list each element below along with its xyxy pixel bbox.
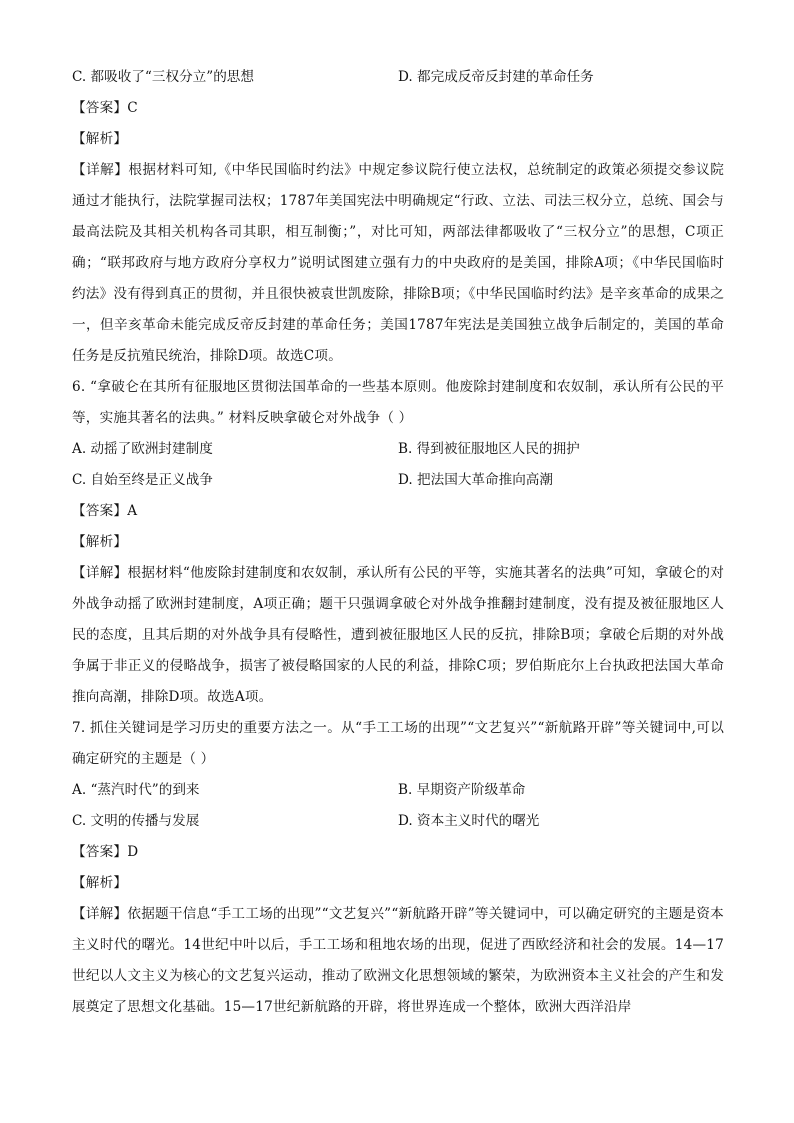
q6-option-c: C. 自始至终是正义战争	[72, 472, 213, 488]
q7-options-row-2	[72, 806, 724, 837]
q7-stem: 7. 抓住关键词是学习历史的重要方法之一。从“手工工场的出现”“文艺复兴”“新航路开辟”等关键词中,可以确定研究的主题是（ ）	[72, 720, 724, 767]
q6-options-row-2	[72, 465, 724, 496]
q7-detail-text: 依据题干信息“手工工场的出现”“文艺复兴”“新航路开辟”等关键词中，可以确定研究的主题是资本主义时代的曙光。14世纪中叶以后，手工工场和租地农场的出现，促进了西欧经济和社会的发展。14—17世纪以人文主义为核心的文艺复兴运动，推动了欧洲文化思想领域的繁荣，为欧洲资本主义社会的产生和发展奠定了思想文化基础。15—17世纪新航路的开辟，将世界连成一个整体，欧洲大西洋沿岸	[72, 906, 724, 1015]
q6-stem: 6. “拿破仑在其所有征服地区贯彻法国革命的一些基本原则。他废除封建制度和农奴制，承认所有公民的平等，实施其著名的法典。” 材料反映拿破仑对外战争（ ）	[72, 379, 724, 426]
q7-options-row-1	[72, 775, 724, 806]
q6-analysis-label	[72, 527, 724, 558]
q5-analysis-heading: 【解析】	[72, 131, 128, 147]
q7-analysis-heading: 【解析】	[72, 875, 128, 891]
q7-option-a: A. “蒸汽时代”的到来	[72, 782, 200, 798]
q5-detail-text: 根据材料可知,《中华民国临时约法》中规定参议院行使立法权，总统制定的政策必须提交参议院通过才能执行，法院掌握司法权；1787年美国宪法中明确规定“行政、立法、司法三权分立，总统、国会与最高法院及其相关机构各司其职，相互制衡；”，对比可知，两部法律都吸收了“三权分立”的思想，C项正确；“联邦政府与地方政府分享权力”说明试图建立强有力的中央政府的是美国，排除A项；《中华民国临时约法》没有得到真正的贯彻，并且很快被袁世凯废除，排除B项；《中华民国临时约法》是辛亥革命的成果之一，但辛亥革命未能完成反帝反封建的革命任务；美国1787年宪法是美国独立战争后制定的，美国的革命任务是反抗殖民统治，排除D项。故选C项。	[72, 162, 724, 364]
q5-option-d: D. 都完成反帝反封建的革命任务	[398, 69, 594, 85]
q7-detail-label: 【详解】	[72, 906, 128, 922]
q6-answer-label: 【答案】	[72, 503, 128, 519]
q5-option-c: C. 都吸收了“三权分立”的思想	[72, 69, 254, 85]
q6-detail-text: 根据材料“他废除封建制度和农奴制，承认所有公民的平等，实施其著名的法典”可知，拿破仑的对外战争动摇了欧洲封建制度，A项正确；题干只强调拿破仑对外战争推翻封建制度，没有提及被征服地区人民的态度，且其后期的对外战争具有侵略性，遭到被征服地区人民的反抗，排除B项；拿破仑后期的对外战争属于非正义的侵略战争，损害了被侵略国家的人民的利益，排除C项；罗伯斯庇尔上台执政把法国大革命推向高潮，排除D项。故选A项。	[72, 565, 724, 705]
q6-options-row-1	[72, 434, 724, 465]
q5-options-row	[72, 62, 724, 93]
q6-detail	[72, 558, 724, 713]
q5-answer-label: 【答案】	[72, 100, 128, 116]
q5-analysis-label	[72, 124, 724, 155]
q7-answer-value: D	[127, 844, 139, 860]
q7-answer-label: 【答案】	[72, 844, 128, 860]
q7-detail	[72, 899, 724, 1023]
q5-answer	[72, 93, 724, 124]
q6-answer-value: A	[127, 503, 138, 519]
q5-detail	[72, 155, 724, 372]
q7-option-b: B. 早期资产阶级革命	[398, 782, 526, 798]
q6-option-a: A. 动摇了欧洲封建制度	[72, 441, 213, 457]
q6-option-b: B. 得到被征服地区人民的拥护	[398, 441, 580, 457]
exam-page	[72, 62, 724, 1023]
q6-analysis-heading: 【解析】	[72, 534, 128, 550]
q7-answer	[72, 837, 724, 868]
q7-analysis-label	[72, 868, 724, 899]
q7-option-c: C. 文明的传播与发展	[72, 813, 200, 829]
q6-detail-label: 【详解】	[72, 565, 128, 581]
q5-answer-value: C	[127, 100, 138, 116]
q6-option-d: D. 把法国大革命推向高潮	[398, 472, 553, 488]
q7-option-d: D. 资本主义时代的曙光	[398, 813, 540, 829]
q5-detail-label: 【详解】	[72, 162, 129, 178]
q6-answer	[72, 496, 724, 527]
